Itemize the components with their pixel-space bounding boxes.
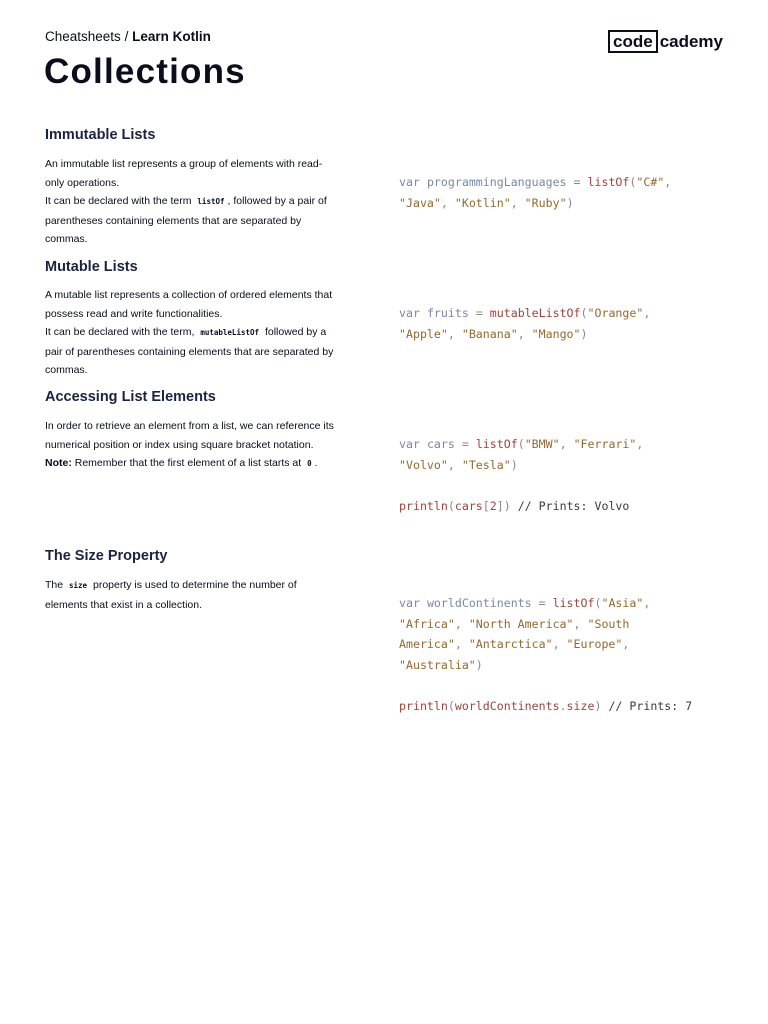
code-operator: = <box>573 175 581 189</box>
desc-text: Remember that the first element of a list starts at <box>71 457 305 469</box>
desc-text: . <box>314 457 318 469</box>
code-function: println <box>399 498 448 513</box>
logo-rest: cademy <box>659 32 724 51</box>
desc-text: followed by a pair of parentheses containing elements that are separated by commas. <box>45 326 334 376</box>
code-string: "Banana" <box>461 326 518 341</box>
inline-code: mutableListOf <box>200 328 260 337</box>
code-block-size-property: var worldContinents = listOf("Asia", "Africa", "North America", "South America", "Antarctica", "Europe", "Australia") println(worldContinents.size) // Prints: 7 <box>399 596 693 713</box>
code-variable: cars <box>426 437 455 451</box>
code-string: "Antarctica" <box>468 637 553 651</box>
code-comment: // Prints: <box>608 698 679 713</box>
code-string: "Apple" <box>399 326 448 341</box>
codecademy-logo[interactable] <box>608 30 723 53</box>
code-keyword: var <box>399 306 420 320</box>
code-number: 2 <box>489 498 497 513</box>
breadcrumb <box>45 29 211 44</box>
desc-paragraph: In order to retrieve an element from a list, we can reference its numerical position or index using square bracket notation. <box>45 420 334 451</box>
inline-code: listOf <box>197 197 225 206</box>
section-title-mutable-lists: Mutable Lists <box>45 259 138 275</box>
code-string: "Europe" <box>566 637 623 651</box>
code-number: 7 <box>685 698 693 713</box>
code-string: "North America" <box>468 616 574 631</box>
code-string: "Ruby" <box>524 195 567 210</box>
code-string: "Africa" <box>399 616 455 631</box>
code-string: "BMW" <box>524 437 560 451</box>
code-function: println <box>399 698 448 713</box>
desc-text: It can be declared with the term, <box>45 326 198 338</box>
code-variable: worldContinents <box>454 698 560 713</box>
code-string: "Ferrari" <box>573 437 637 451</box>
code-variable: fruits <box>426 306 469 320</box>
code-string: "C#" <box>636 175 665 189</box>
code-string: America" <box>399 637 455 651</box>
code-comment: // Prints: Volvo <box>517 498 630 513</box>
desc-text: property is used to determine the number of elements that exist in a collection. <box>45 579 297 611</box>
page-title: Collections <box>44 52 246 91</box>
desc-paragraph <box>45 323 335 380</box>
code-string: "Mango" <box>531 326 581 341</box>
code-block-mutable-lists: var fruits = mutableListOf("Orange", "Apple", "Banana", "Mango") <box>399 306 651 341</box>
section-desc-size-property <box>45 576 335 614</box>
breadcrumb-separator: / <box>120 29 133 44</box>
code-string: "Volvo" <box>399 457 448 472</box>
code-function: listOf <box>475 437 518 451</box>
code-string: "Tesla" <box>461 457 511 472</box>
desc-paragraph <box>45 192 335 249</box>
desc-text: The <box>45 579 67 591</box>
code-variable: worldContinents <box>426 596 532 610</box>
desc-text: , followed by a pair of parentheses containing elements that are separated by commas. <box>45 195 327 245</box>
section-desc-accessing-list-elements <box>45 417 335 474</box>
code-string: "Australia" <box>399 657 476 672</box>
code-function: listOf <box>552 596 595 610</box>
code-variable: programmingLanguages <box>426 175 567 189</box>
code-property: size <box>566 698 595 713</box>
code-function: listOf <box>587 175 630 189</box>
code-operator: = <box>461 437 469 451</box>
code-variable: cars <box>454 498 483 513</box>
breadcrumb-current[interactable]: Learn Kotlin <box>132 29 211 44</box>
section-title-accessing-list-elements: Accessing List Elements <box>45 389 216 405</box>
section-desc-immutable-lists <box>45 155 335 249</box>
code-operator: = <box>475 306 483 320</box>
code-keyword: var <box>399 437 420 451</box>
inline-code: size <box>69 581 88 590</box>
code-operator: = <box>538 596 546 610</box>
code-block-immutable-lists: var programmingLanguages = listOf("C#", "Java", "Kotlin", "Ruby") <box>399 175 672 210</box>
inline-code: 0 <box>307 459 312 468</box>
desc-paragraph <box>45 454 335 474</box>
code-string: "Asia" <box>601 596 644 610</box>
section-title-immutable-lists: Immutable Lists <box>45 127 156 143</box>
section-title-size-property: The Size Property <box>45 548 168 564</box>
logo-box: code <box>608 30 658 53</box>
breadcrumb-root[interactable]: Cheatsheets <box>45 29 121 44</box>
code-string: "South <box>587 616 630 631</box>
code-string: "Java" <box>399 195 441 210</box>
code-function: mutableListOf <box>489 306 581 320</box>
code-block-accessing-list-elements: var cars = listOf("BMW", "Ferrari", "Volvo", "Tesla") println(cars[2]) // Prints: Volvo <box>399 437 644 513</box>
code-keyword: var <box>399 175 420 189</box>
desc-text: It can be declared with the term <box>45 195 195 207</box>
code-keyword: var <box>399 596 420 610</box>
desc-paragraph: An immutable list represents a group of elements with read-only operations. <box>45 158 323 189</box>
code-string: "Orange" <box>587 306 644 320</box>
code-string: "Kotlin" <box>454 195 511 210</box>
section-desc-mutable-lists <box>45 286 335 380</box>
note-label: Note: <box>45 457 72 469</box>
desc-paragraph <box>45 576 335 614</box>
desc-paragraph: A mutable list represents a collection of ordered elements that possess read and write functionalities. <box>45 289 333 320</box>
